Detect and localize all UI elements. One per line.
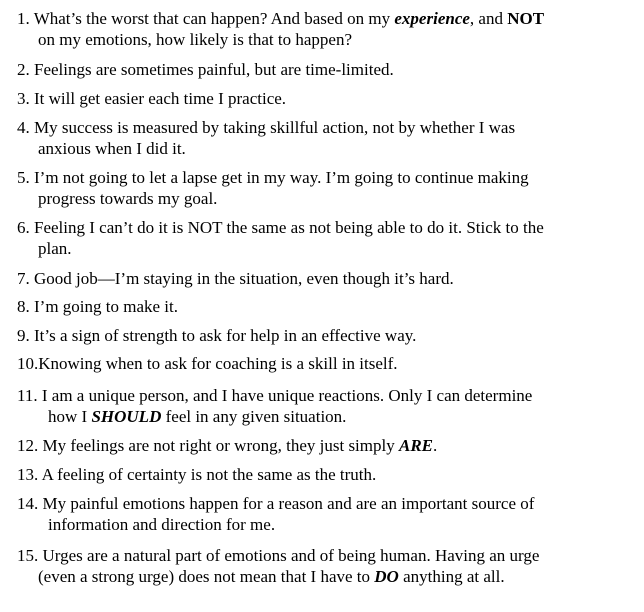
list-item-text: Feelings are sometimes painful, but are time-limited. [34, 60, 394, 79]
list-item-11-line-1 [0, 385, 620, 406]
list-item-text: I am a unique person, and I have unique reactions. Only I can determine [41, 386, 533, 405]
list-item-13 [0, 464, 620, 485]
list-number: 13. [17, 465, 39, 484]
list-item-text: . [433, 436, 438, 455]
list-number: 4. [17, 118, 30, 137]
list-item-5-line-2 [0, 188, 620, 209]
list-item-14 [0, 493, 620, 535]
list-item-3 [0, 88, 620, 109]
list-item-6 [0, 217, 620, 259]
emphasis-text: ARE [398, 436, 434, 455]
list-item-12 [0, 435, 620, 456]
list-item-4-line-2 [0, 138, 620, 159]
list-item-text: on my emotions, how likely is that to happen? [38, 30, 352, 49]
list-item-text: It’s a sign of strength to ask for help in an effective way. [34, 326, 417, 345]
list-number: 7. [17, 269, 30, 288]
list-number: 11. [17, 386, 38, 405]
list-item-1 [0, 8, 620, 50]
list-item-text: how I [48, 407, 92, 426]
list-item-10-line [0, 353, 620, 374]
list-number: 15. [17, 546, 39, 565]
list-item-text: Knowing when to ask for coaching is a skill in itself. [38, 354, 398, 373]
list-number: 1. [17, 9, 30, 28]
emphasis-text: experience [394, 9, 470, 28]
list-item-15-line-2 [0, 566, 620, 587]
list-item-7-line [0, 268, 620, 289]
list-item-text: Good job—I’m staying in the situation, even though it’s hard. [34, 269, 454, 288]
list-item-5-line-1 [0, 167, 620, 188]
list-item-text: information and direction for me. [48, 515, 276, 534]
list-item-14-line-2 [0, 514, 620, 535]
list-item-1-line-1 [0, 8, 620, 29]
list-item-text: plan. [38, 239, 72, 258]
list-item-14-line-1 [0, 493, 620, 514]
list-item-text: My painful emotions happen for a reason and are an important source of [42, 494, 535, 513]
list-item-2 [0, 59, 620, 80]
list-item-15-line-1 [0, 545, 620, 566]
list-number: 2. [17, 60, 30, 79]
list-item-text: A feeling of certainty is not the same as the truth. [41, 465, 377, 484]
list-item-text: anxious when I did it. [38, 139, 186, 158]
list-item-text: I’m going to make it. [34, 297, 179, 316]
list-item-text: Urges are a natural part of emotions and of being human. Having an urge [42, 546, 540, 565]
list-number: 12. [17, 436, 39, 455]
list-item-text: What’s the worst that can happen? And based on my [33, 9, 395, 28]
list-item-text: feel in any given situation. [161, 407, 347, 426]
list-item-12-line [0, 435, 620, 456]
list-item-13-line [0, 464, 620, 485]
list-item-15 [0, 545, 620, 587]
list-number: 3. [17, 89, 30, 108]
list-item-text: (even a strong urge) does not mean that I have to [38, 567, 375, 586]
list-item-6-line-1 [0, 217, 620, 238]
list-item-10 [0, 353, 620, 374]
strong-text: NOT [507, 9, 545, 28]
list-item-7 [0, 268, 620, 289]
list-item-4 [0, 117, 620, 159]
list-item-5 [0, 167, 620, 209]
list-item-11 [0, 385, 620, 427]
list-item-text: My success is measured by taking skillful action, not by whether I was [34, 118, 516, 137]
list-item-text: It will get easier each time I practice. [34, 89, 287, 108]
list-item-9-line [0, 325, 620, 346]
list-number: 8. [17, 297, 30, 316]
list-item-9 [0, 325, 620, 346]
list-item-6-line-2 [0, 238, 620, 259]
list-number: 5. [17, 168, 30, 187]
list-number: 9. [17, 326, 30, 345]
emphasis-text: DO [374, 567, 399, 586]
list-item-1-line-2 [0, 29, 620, 50]
list-item-text: , and [469, 9, 508, 28]
list-item-text: anything at all. [398, 567, 505, 586]
list-number: 6. [17, 218, 30, 237]
list-item-3-line [0, 88, 620, 109]
list-item-11-line-2 [0, 406, 620, 427]
list-item-8-line [0, 296, 620, 317]
list-item-text: Feeling I can’t do it is NOT the same as not being able to do it. Stick to the [34, 218, 544, 237]
list-item-4-line-1 [0, 117, 620, 138]
list-item-text: I’m not going to let a lapse get in my way. I’m going to continue making [34, 168, 529, 187]
list-number: 10. [17, 354, 39, 373]
list-item-8 [0, 296, 620, 317]
list-item-2-line [0, 59, 620, 80]
emphasis-text: SHOULD [91, 407, 162, 426]
list-item-text: My feelings are not right or wrong, they just simply [42, 436, 399, 455]
list-item-text: progress towards my goal. [38, 189, 218, 208]
list-number: 14. [17, 494, 39, 513]
